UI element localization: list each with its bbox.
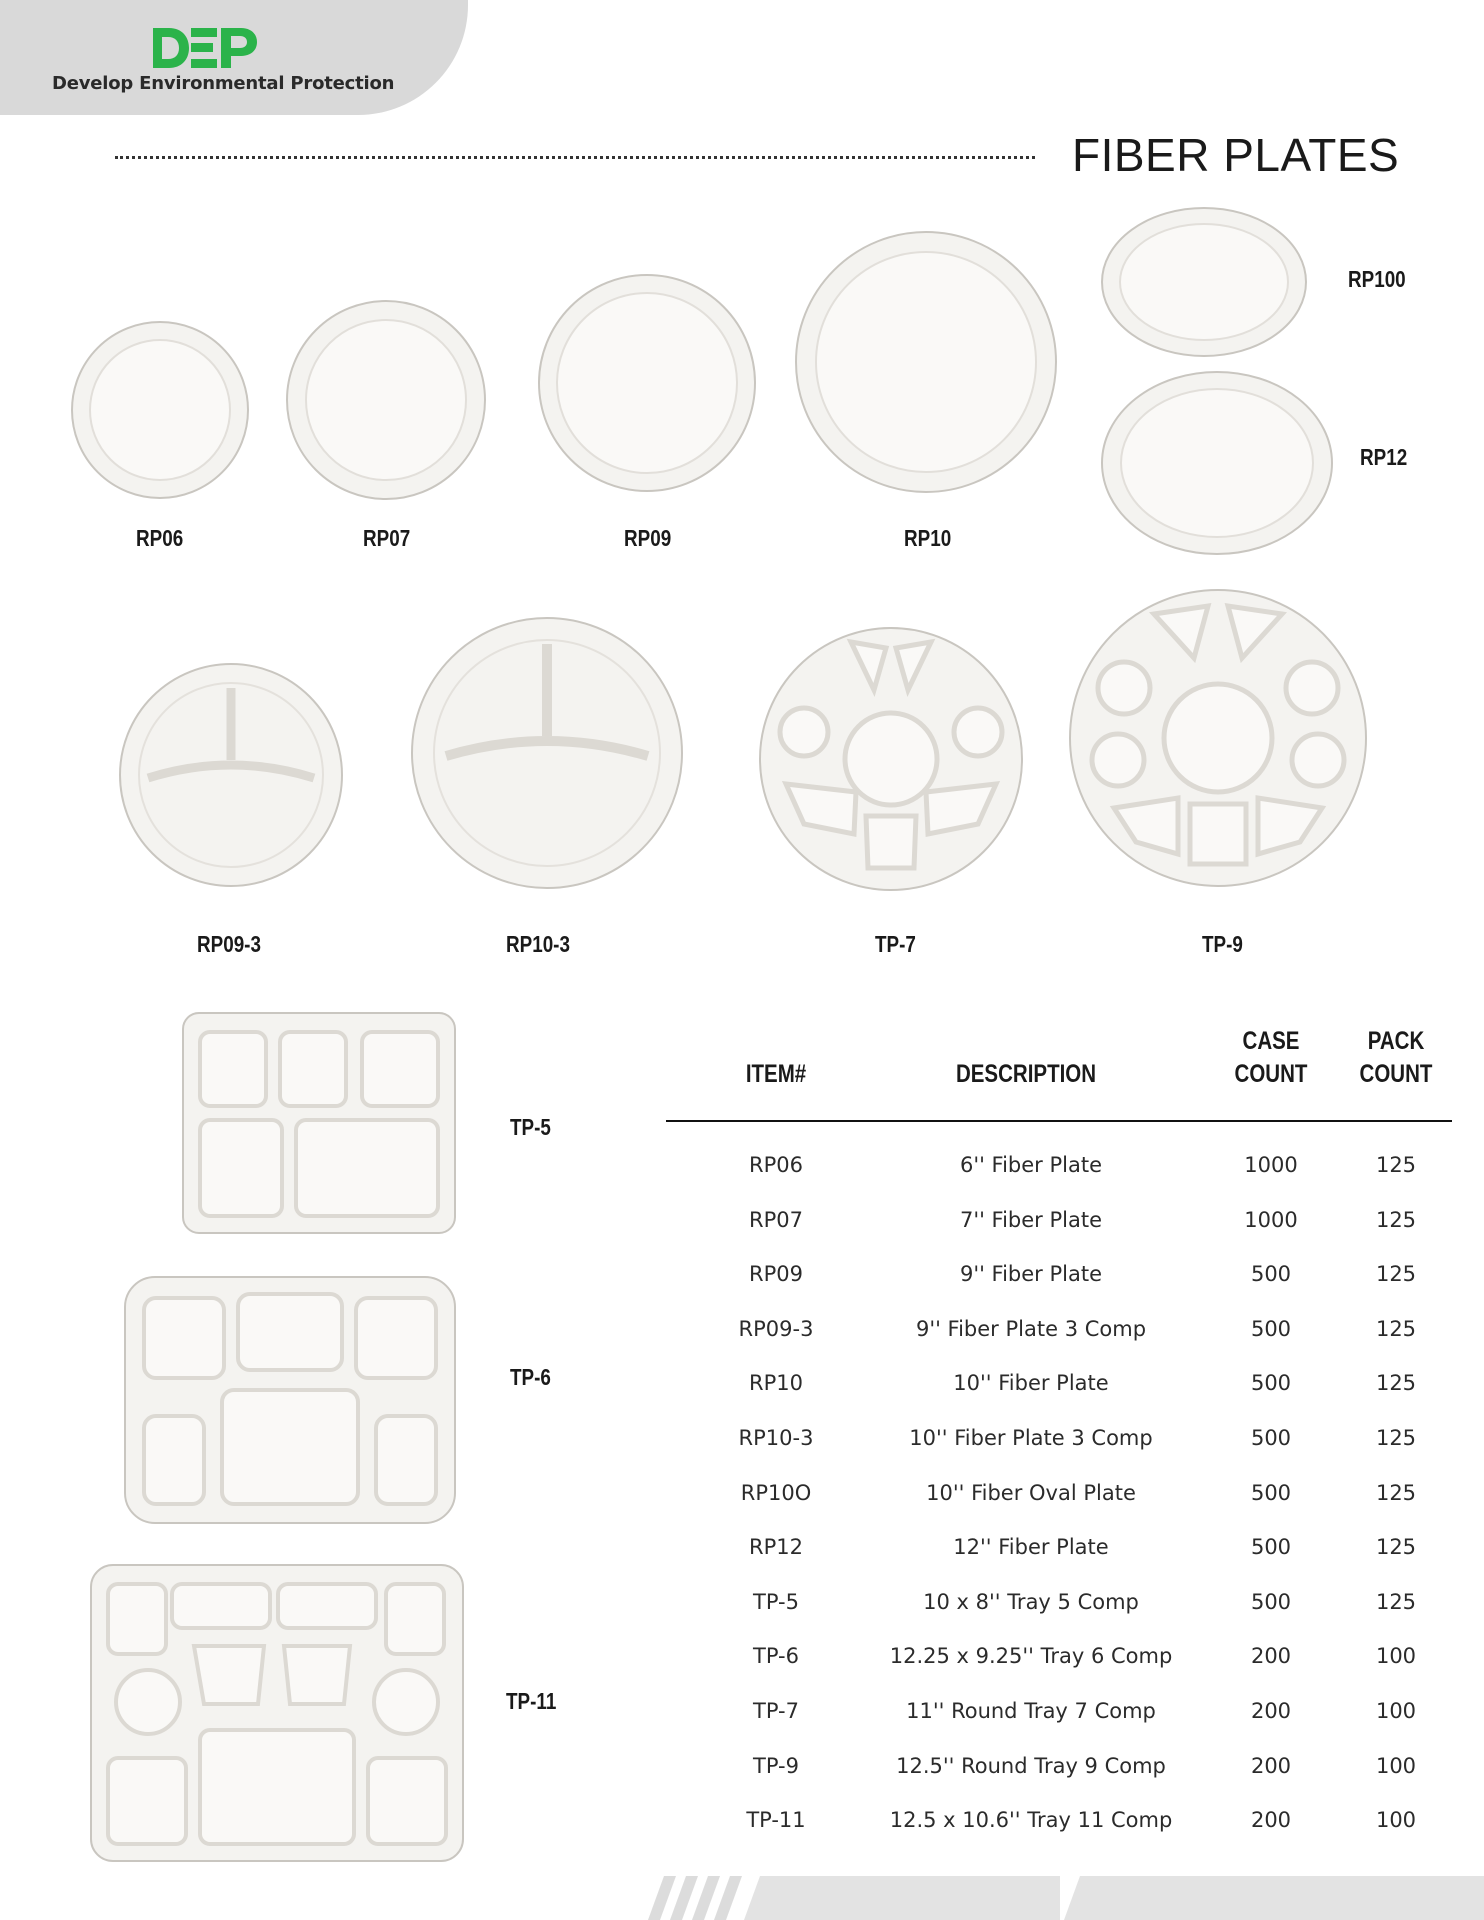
header-rule	[666, 1120, 1452, 1122]
cell-description: 12.5 x 10.6'' Tray 11 Comp	[889, 1808, 1173, 1833]
title-dotted-rule	[115, 156, 1035, 159]
header-pack-count-line1: PACK	[1367, 1027, 1425, 1055]
cell-description: 12.5'' Round Tray 9 Comp	[896, 1753, 1166, 1778]
cell-item: RP10-3	[738, 1426, 814, 1450]
cell-case-count: 200	[1250, 1808, 1292, 1833]
table-row	[666, 1262, 1452, 1316]
cell-pack-count: 125	[1375, 1480, 1417, 1505]
plate-rp09-3-image	[116, 660, 346, 890]
plate-label-rp10: RP10	[904, 525, 952, 551]
table-row	[666, 1153, 1452, 1207]
plate-label-rp07: RP07	[363, 525, 411, 551]
tray-tp-5-image	[180, 1010, 458, 1236]
table-row	[666, 1481, 1452, 1535]
table-row	[666, 1808, 1452, 1862]
cell-case-count: 1000	[1244, 1207, 1298, 1232]
plate-label-rp09: RP09	[624, 525, 672, 551]
table-row	[666, 1699, 1452, 1753]
table-row	[666, 1426, 1452, 1480]
table-row	[666, 1644, 1452, 1698]
cell-case-count: 500	[1250, 1535, 1292, 1560]
cell-item: RP06	[749, 1153, 803, 1177]
brand-tagline: Develop Environmental Protection	[52, 73, 395, 94]
header-description: DESCRIPTION	[955, 1060, 1097, 1088]
cell-case-count: 1000	[1244, 1153, 1298, 1177]
table-row	[666, 1535, 1452, 1589]
dep-logo	[147, 24, 259, 72]
cell-case-count: 500	[1250, 1589, 1292, 1614]
header-case-count-line1: CASE	[1242, 1027, 1300, 1055]
header-item: ITEM#	[745, 1060, 807, 1088]
cell-pack-count: 125	[1375, 1153, 1417, 1177]
header-case-count-line2: COUNT	[1234, 1060, 1308, 1088]
plate-label-tp-7: TP-7	[875, 931, 916, 957]
cell-case-count: 500	[1250, 1480, 1292, 1505]
cell-item: TP-5	[753, 1589, 799, 1614]
cell-item: TP-6	[753, 1644, 799, 1669]
cell-pack-count: 125	[1375, 1589, 1417, 1614]
cell-description: 10'' Fiber Plate 3 Comp	[909, 1426, 1153, 1450]
table-row	[666, 1317, 1452, 1371]
plate-label-tp-11: TP-11	[506, 1688, 557, 1714]
tray-tp-7-image	[756, 624, 1026, 894]
plate-rp09-image	[536, 272, 758, 494]
cell-item: TP-11	[746, 1808, 806, 1833]
table-row	[666, 1590, 1452, 1644]
cell-item: RP07	[749, 1207, 803, 1232]
cell-description: 9'' Fiber Plate	[959, 1262, 1103, 1287]
tray-tp-6-image	[122, 1274, 458, 1526]
cell-pack-count: 125	[1375, 1535, 1417, 1560]
cell-case-count: 200	[1250, 1753, 1292, 1778]
plate-label-rp10-3: RP10-3	[506, 931, 570, 957]
cell-pack-count: 125	[1375, 1207, 1417, 1232]
cell-pack-count: 125	[1375, 1371, 1417, 1396]
plate-rp100-image	[1098, 204, 1310, 360]
plate-rp10-image	[792, 228, 1060, 496]
cell-pack-count: 100	[1375, 1644, 1417, 1669]
plate-label-rp100: RP100	[1348, 266, 1406, 292]
header-pack-count-line2: COUNT	[1359, 1060, 1433, 1088]
plate-label-tp-6: TP-6	[510, 1364, 551, 1390]
cell-case-count: 500	[1250, 1316, 1292, 1341]
cell-description: 9'' Fiber Plate 3 Comp	[915, 1316, 1147, 1341]
cell-description: 7'' Fiber Plate	[959, 1207, 1103, 1232]
cell-case-count: 200	[1250, 1644, 1292, 1669]
cell-description: 10'' Fiber Plate	[953, 1371, 1109, 1396]
cell-case-count: 500	[1250, 1262, 1292, 1287]
cell-pack-count: 100	[1375, 1808, 1417, 1833]
table-row	[666, 1754, 1452, 1808]
cell-description: 11'' Round Tray 7 Comp	[906, 1699, 1156, 1723]
header-band	[0, 0, 468, 115]
cell-item: RP09-3	[738, 1316, 814, 1341]
cell-pack-count: 125	[1375, 1262, 1417, 1287]
cell-description: 10'' Fiber Oval Plate	[926, 1480, 1136, 1505]
cell-description: 10 x 8'' Tray 5 Comp	[923, 1589, 1139, 1614]
cell-item: RP10O	[740, 1480, 812, 1505]
cell-description: 12'' Fiber Plate	[953, 1535, 1109, 1560]
cell-item: TP-9	[753, 1753, 799, 1778]
cell-case-count: 200	[1250, 1699, 1292, 1723]
cell-item: TP-7	[753, 1699, 799, 1723]
tray-tp-11-image	[88, 1562, 466, 1864]
table-row	[666, 1371, 1452, 1425]
cell-case-count: 500	[1250, 1371, 1292, 1396]
tray-tp-9-image	[1066, 586, 1370, 890]
plate-rp06-image	[68, 318, 252, 502]
plate-rp12-image	[1098, 368, 1336, 558]
cell-pack-count: 100	[1375, 1699, 1417, 1723]
cell-item: RP12	[749, 1535, 803, 1560]
cell-pack-count: 125	[1375, 1316, 1417, 1341]
page-title: FIBER PLATES	[1072, 129, 1400, 181]
cell-description: 6'' Fiber Plate	[959, 1153, 1103, 1177]
plate-rp07-image	[284, 298, 488, 502]
plate-label-rp09-3: RP09-3	[197, 931, 261, 957]
cell-description: 12.25 x 9.25'' Tray 6 Comp	[889, 1644, 1173, 1669]
cell-pack-count: 125	[1375, 1426, 1417, 1450]
table-row	[666, 1208, 1452, 1262]
cell-pack-count: 100	[1375, 1753, 1417, 1778]
cell-case-count: 500	[1250, 1426, 1292, 1450]
plate-label-rp06: RP06	[136, 525, 184, 551]
plate-rp10-3-image	[408, 614, 686, 892]
footer-stripes	[640, 1876, 1484, 1920]
plate-label-rp12: RP12	[1360, 444, 1408, 470]
cell-item: RP09	[749, 1262, 803, 1287]
cell-item: RP10	[749, 1371, 803, 1396]
plate-label-tp-9: TP-9	[1202, 931, 1243, 957]
plate-label-tp-5: TP-5	[510, 1114, 551, 1140]
